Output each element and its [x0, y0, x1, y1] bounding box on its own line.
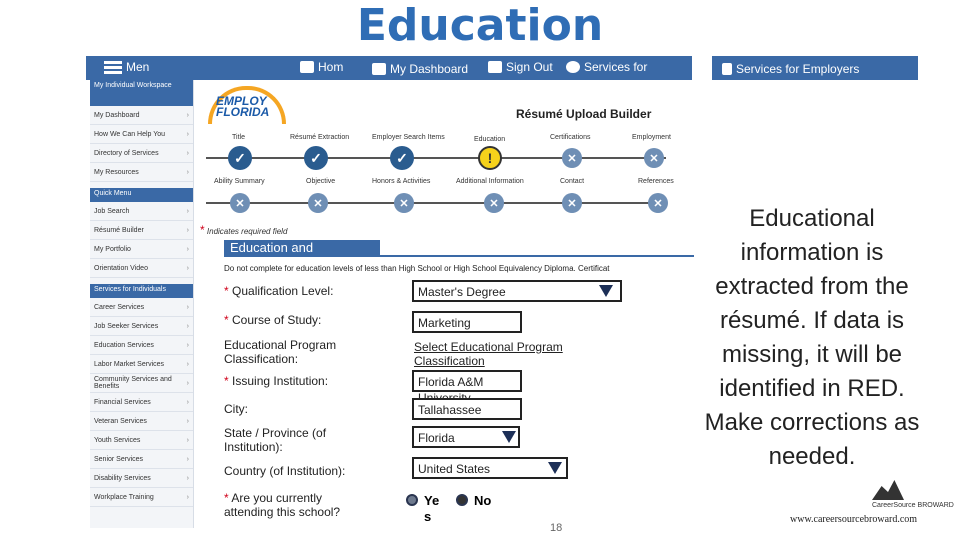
- step-title-check-icon[interactable]: ✓: [228, 146, 252, 170]
- chevron-right-icon: ›: [186, 360, 189, 368]
- sidebar-item-label: How We Can Help You: [94, 130, 166, 138]
- employer-icon: [722, 63, 732, 75]
- top-nav-right: [712, 56, 918, 80]
- step-certifications-x-icon[interactable]: ✕: [562, 148, 582, 168]
- services-employers-label: Services for Employers: [736, 62, 860, 76]
- step-label-honors: Honors & Activities: [372, 178, 431, 185]
- home-icon: [300, 61, 314, 73]
- services-individuals-link[interactable]: [566, 60, 647, 74]
- chevron-right-icon: ›: [186, 341, 189, 349]
- sidebar-item-service[interactable]: [90, 431, 193, 450]
- instruction-text: Do not complete for education levels of less than High School or High School Equivalency Diploma. Certificat: [224, 264, 610, 273]
- sidebar-item-workspace[interactable]: [90, 163, 193, 182]
- chevron-right-icon: ›: [186, 474, 189, 482]
- dashboard-link[interactable]: [372, 62, 468, 76]
- city-label: City:: [224, 402, 248, 416]
- logo-line1: EMPLOY: [216, 94, 267, 108]
- step-label-extraction: Résumé Extraction: [290, 134, 350, 141]
- person-icon: [566, 61, 580, 73]
- qualification-select[interactable]: Master's Degree: [412, 280, 622, 302]
- chevron-right-icon: ›: [186, 379, 189, 387]
- chevron-right-icon: ›: [186, 264, 189, 272]
- state-label: State / Province (of Institution):: [224, 426, 327, 454]
- sidebar-item-workspace[interactable]: [90, 125, 193, 144]
- sidebar-item-label: Youth Services: [94, 436, 141, 444]
- services-employers-link[interactable]: [722, 62, 859, 76]
- attending-yes-radio[interactable]: [406, 494, 418, 506]
- step-extraction-check-icon[interactable]: ✓: [304, 146, 328, 170]
- signout-label: Sign Out: [506, 60, 553, 74]
- chevron-down-icon[interactable]: [548, 462, 562, 474]
- attending-no-radio[interactable]: [456, 494, 468, 506]
- step-objective-x-icon[interactable]: ✕: [308, 193, 328, 213]
- main-content: [196, 80, 696, 528]
- annotation-text: Educational information is extracted from the résumé. If data is missing, it will be identified in RED. Make corrections as needed.: [704, 205, 920, 470]
- menu-label: Men: [126, 60, 150, 74]
- sidebar-quick-menu-header[interactable]: Quick Menu: [90, 188, 193, 202]
- country-label: Country (of Institution):: [224, 464, 346, 478]
- sidebar-item-label: My Resources: [94, 168, 139, 176]
- step-contact-x-icon[interactable]: ✕: [562, 193, 582, 213]
- sidebar: [90, 80, 194, 528]
- sidebar-item-label: Career Services: [94, 303, 145, 311]
- sidebar-item-label: Résumé Builder: [94, 226, 144, 234]
- chevron-right-icon: ›: [186, 493, 189, 501]
- chevron-right-icon: ›: [186, 455, 189, 463]
- sidebar-item-workspace[interactable]: [90, 144, 193, 163]
- services-individuals-label: Services for: [584, 60, 648, 74]
- dashboard-icon: [372, 63, 386, 75]
- program-label: Educational Program Classification:: [224, 338, 337, 366]
- sidebar-item-service[interactable]: [90, 450, 193, 469]
- chevron-right-icon: ›: [186, 168, 189, 176]
- careersource-logo: [872, 480, 954, 509]
- signout-link[interactable]: [488, 60, 553, 74]
- menu-button[interactable]: [104, 60, 149, 74]
- attending-yes-label: Ye s: [424, 493, 440, 524]
- chevron-down-icon[interactable]: [599, 285, 613, 297]
- sidebar-item-quick[interactable]: [90, 202, 193, 221]
- institution-label: * Issuing Institution:: [224, 374, 329, 388]
- sidebar-item-label: My Portfolio: [94, 245, 131, 253]
- course-label: * Course of Study:: [224, 313, 322, 327]
- chevron-right-icon: ›: [186, 226, 189, 234]
- dashboard-label: My Dashboard: [390, 62, 469, 76]
- step-ability-x-icon[interactable]: ✕: [230, 193, 250, 213]
- chevron-right-icon: ›: [186, 303, 189, 311]
- sidebar-item-service[interactable]: [90, 393, 193, 412]
- step-label-objective: Objective: [306, 178, 336, 185]
- sidebar-item-label: Labor Market Services: [94, 360, 165, 368]
- sidebar-item-label: Disability Services: [94, 474, 151, 482]
- step-employment-x-icon[interactable]: ✕: [644, 148, 664, 168]
- required-note-text: Indicates required field: [206, 227, 288, 236]
- step-label-additional: Additional Information: [456, 178, 524, 185]
- sidebar-item-service[interactable]: [90, 469, 193, 488]
- sidebar-item-service[interactable]: [90, 336, 193, 355]
- required-note: * Indicates required field: [200, 223, 288, 237]
- sidebar-item-label: Community Services and Benefits: [94, 376, 172, 390]
- chevron-right-icon: ›: [186, 111, 189, 119]
- chevron-right-icon: ›: [186, 398, 189, 406]
- sidebar-item-label: Directory of Services: [94, 149, 159, 157]
- chevron-right-icon: ›: [186, 417, 189, 425]
- sidebar-item-label: Education Services: [94, 341, 154, 349]
- sidebar-item-service[interactable]: [90, 298, 193, 317]
- slide-title: Education: [356, 0, 604, 51]
- sidebar-item-service[interactable]: [90, 412, 193, 431]
- step-label-employment: Employment: [632, 134, 671, 141]
- step-employer-check-icon[interactable]: ✓: [390, 146, 414, 170]
- step-label-certifications: Certifications: [550, 134, 591, 141]
- chevron-right-icon: ›: [186, 245, 189, 253]
- chevron-right-icon: ›: [186, 322, 189, 330]
- sidebar-item-label: Job Search: [94, 207, 130, 215]
- sidebar-item-quick[interactable]: [90, 221, 193, 240]
- sidebar-item-quick[interactable]: [90, 259, 193, 278]
- chevron-right-icon: ›: [186, 149, 189, 157]
- sidebar-item-label: Orientation Video: [94, 264, 148, 272]
- home-label: Hom: [318, 60, 344, 74]
- step-label-employer-search: Employer Search Items: [372, 134, 445, 141]
- chevron-down-icon[interactable]: [502, 431, 516, 443]
- chevron-right-icon: ›: [186, 207, 189, 215]
- sidebar-workspace-header[interactable]: My Individual Workspace: [90, 80, 193, 106]
- hamburger-icon: [104, 61, 122, 74]
- program-link[interactable]: Select Educational Program Classification: [414, 340, 563, 368]
- footer-logo-text: CareerSource BROWARD: [872, 502, 954, 509]
- sidebar-item-label: Financial Services: [94, 398, 151, 406]
- city-input[interactable]: Tallahassee: [412, 398, 522, 420]
- sidebar-item-service[interactable]: [90, 488, 193, 507]
- section-title: Education and: [224, 240, 380, 256]
- step-additional-x-icon[interactable]: ✕: [484, 193, 504, 213]
- sidebar-item-label: Veteran Services: [94, 417, 147, 425]
- page-number: 18: [550, 522, 563, 534]
- step-references-x-icon[interactable]: ✕: [648, 193, 668, 213]
- step-label-references: References: [638, 178, 674, 185]
- step-label-ability: Ability Summary: [214, 178, 265, 185]
- step-label-contact: Contact: [560, 178, 585, 185]
- home-link[interactable]: [300, 60, 343, 74]
- sidebar-item-quick[interactable]: [90, 240, 193, 259]
- sidebar-item-service[interactable]: [90, 355, 193, 374]
- country-select[interactable]: United States: [412, 457, 568, 479]
- attending-no-label: No: [474, 493, 492, 508]
- builder-title: Résumé Upload Builder: [516, 107, 652, 121]
- signout-icon: [488, 61, 502, 73]
- sidebar-item-service[interactable]: [90, 317, 193, 336]
- sidebar-services-header[interactable]: Services for Individuals: [90, 284, 193, 298]
- logo-line2: FLORIDA: [216, 105, 270, 119]
- state-select[interactable]: Florida: [412, 426, 520, 448]
- sidebar-item-label: Workplace Training: [94, 493, 154, 501]
- attending-label: * Are you currently attending this school?: [224, 491, 341, 519]
- sidebar-item-workspace[interactable]: [90, 106, 193, 125]
- step-label-education: Education: [474, 136, 506, 143]
- sidebar-item-label: Job Seeker Services: [94, 322, 159, 330]
- course-input[interactable]: Marketing: [412, 311, 522, 333]
- sidebar-item-label: Senior Services: [94, 455, 144, 463]
- top-nav: [86, 56, 692, 80]
- qualification-label: * Qualification Level:: [224, 284, 334, 298]
- step-education-warning-icon[interactable]: !: [478, 146, 502, 170]
- sidebar-item-label: My Dashboard: [94, 111, 140, 119]
- chevron-right-icon: ›: [186, 130, 189, 138]
- footer-url: www.careersourcebroward.com: [790, 514, 918, 525]
- employ-florida-logo: [208, 86, 288, 124]
- step-label-title: Title: [232, 134, 245, 141]
- institution-input[interactable]: Florida A&M: [412, 370, 522, 392]
- chevron-right-icon: ›: [186, 436, 189, 444]
- step-honors-x-icon[interactable]: ✕: [394, 193, 414, 213]
- sidebar-item-service[interactable]: [90, 374, 193, 393]
